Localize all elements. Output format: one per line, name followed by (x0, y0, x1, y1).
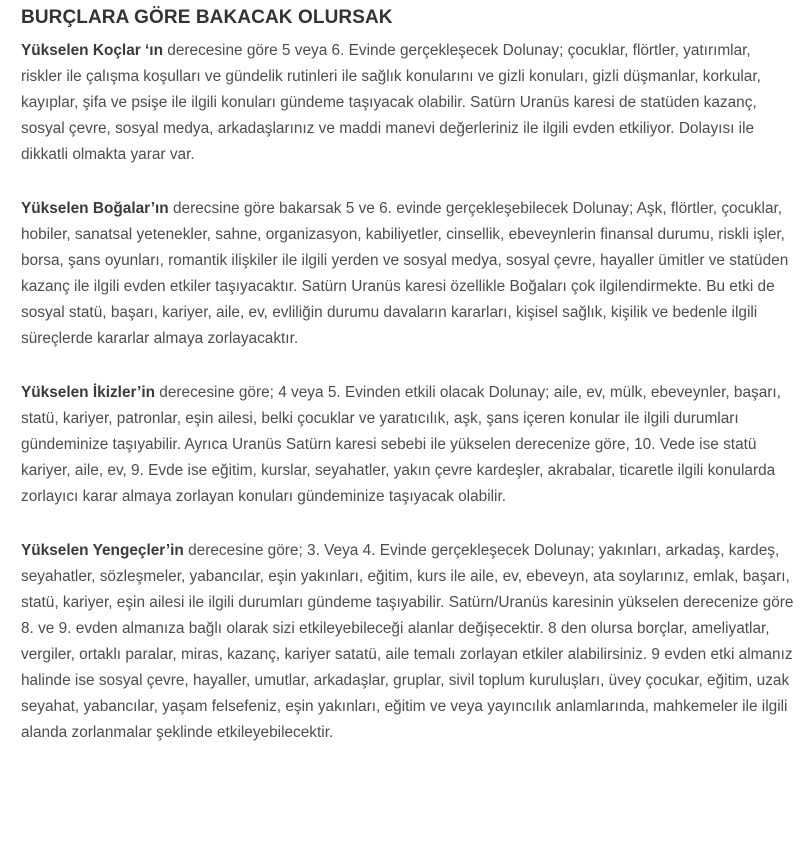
section-lead: Yükselen Boğalar’ın (21, 200, 169, 217)
section-koc (21, 38, 795, 168)
section-lead: Yükselen İkizler’in (21, 384, 156, 401)
section-boga (21, 196, 795, 352)
section-text: derecsine göre bakarsak 5 ve 6. evinde gerçekleşebilecek Dolunay; Aşk, flörtler, çocuklar, hobiler, sanatsal yetenekler, sahne, organizasyon, kabiliyetler, cinsellik, ebeveynlerin finansal durumu, riskli işler, borsa, şans oyunları, romantik ilişkiler ile ilgili yerden ve sosyal medya, sosyal çevre, hayaller ümitler ve statüden kazanç ile ilgili evden etkiler taşıyacaktır. Satürn Uranüs karesi özellikle Boğaları çok ilgilendirmekte. Bu etki de sosyal statü, başarı, kariyer, aile, ev, evliliğin durumu davaların kararları, kişisel sağlık, kişilik ve bedenle ilgili süreçlerde kararlar almaya zorlayacaktır. (21, 200, 789, 347)
section-text: derecesine göre; 4 veya 5. Evinden etkili olacak Dolunay; aile, ev, mülk, ebeveynler, başarı, statü, kariyer, patronlar, eşin ailesi, belki çocuklar ve yaratıcılık, aşk, şans içeren konular ile ilgili durumları gündeminize taşıyabilir. Ayrıca Uranüs Satürn karesi sebebi ile yükselen derecenize göre, 10. Vede ise statü kariyer, aile, ev, 9. Evde ise eğitim, kurslar, seyahatler, yakın çevre kardeşler, akrabalar, ticaretle ilgili konularda zorlayıcı karar almaya zorlayan konuları gündeminize taşıyacak olabilir. (21, 384, 781, 505)
section-ikizler (21, 380, 795, 510)
section-lead: Yükselen Koçlar ‘ın (21, 42, 163, 59)
section-text: derecesine göre 5 veya 6. Evinde gerçekleşecek Dolunay; çocuklar, flörtler, yatırımlar, riskler ile çalışma koşulları ve gündelik rutinleri ile sağlık konularını ve gizli konuları, gizli düşmanlar, korkular, kayıplar, şifa ve psişe ile ilgili konuları gündeme taşıyacak olabilir. Satürn Uranüs karesi de statüden kazanç, sosyal çevre, sosyal medya, arkadaşlarınız ve maddi manevi değerleriniz ile ilgili evden etkiliyor. Dolayısı ile dikkatli olmakta yarar var. (21, 42, 761, 163)
article-title: BURÇLARA GÖRE BAKACAK OLURSAK (21, 7, 393, 28)
section-lead: Yükselen Yengeçler’in (21, 542, 184, 559)
section-yengec (21, 538, 795, 746)
section-text: derecesine göre; 3. Veya 4. Evinde gerçekleşecek Dolunay; yakınları, arkadaş, kardeş, seyahatler, sözleşmeler, yabancılar, eşin yakınları, eğitim, kurs ile aile, ev, ebeveyn, ata soylarınız, emlak, başarı, statü, kariyer, eşin ailesi ile ilgili durumları gündeme taşıyabilir. Satürn/Uranüs karesinin yükselen derecenize göre 8. ve 9. evden almanıza bağlı olarak sizi etkileyebileceği alanlar değişecektir. 8 den olursa borçlar, ameliyatlar, vergiler, ortaklı paralar, miras, kazanç, kariyer satatü, aile temalı zorlayan etkiler alabilirsiniz. 9 evden etki almanız halinde ise sosyal çevre, hayaller, umutlar, arkadaşlar, gruplar, sivil toplum kuruluşları, üvey çocukar, eğitim, uzak seyahat, yabancılar, yaşam felsefeniz, eşin yakınları, eğitim ve veya yayıncılık anlamlarında, mahkemeler ile ilgili alanda zorlanmalar şeklinde etkileyebilecektir. (21, 542, 794, 741)
